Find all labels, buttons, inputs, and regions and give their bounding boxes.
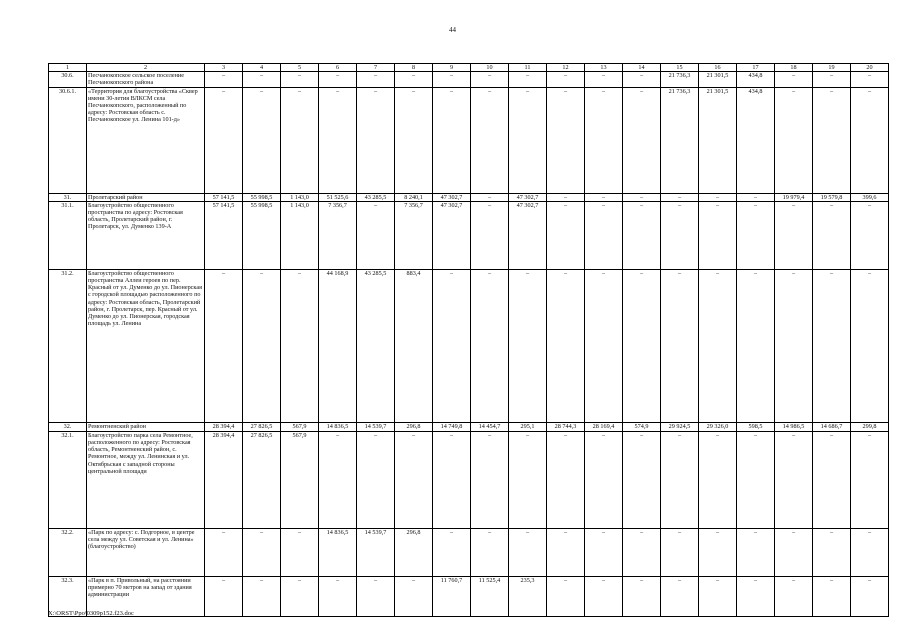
amount-cell: – xyxy=(357,201,395,269)
amount-cell: 28 744,3 xyxy=(547,422,585,431)
amount-cell: – xyxy=(319,87,357,193)
amount-cell: – xyxy=(243,72,281,87)
amount-cell: – xyxy=(547,72,585,87)
amount-cell: 47 302,7 xyxy=(433,201,471,269)
amount-cell: – xyxy=(623,87,661,193)
column-number-cell: 1 xyxy=(49,64,87,72)
amount-cell: – xyxy=(775,576,813,616)
column-number-cell: 6 xyxy=(319,64,357,72)
amount-cell: – xyxy=(281,87,319,193)
amount-cell: – xyxy=(243,87,281,193)
amount-cell: – xyxy=(699,201,737,269)
amount-cell: – xyxy=(585,201,623,269)
amount-cell: – xyxy=(205,269,243,422)
amount-cell: 27 826,5 xyxy=(243,431,281,528)
row-description-cell: Песчанокопское сельское поселение Песчанокопского района xyxy=(87,72,205,87)
amount-cell: – xyxy=(547,87,585,193)
amount-cell: 19 979,4 xyxy=(775,193,813,201)
table-row xyxy=(49,72,889,87)
amount-cell: – xyxy=(547,431,585,528)
row-description-cell: Благоустройство парка села Ремонтное, расположенного по адресу: Ростовская область, Ремонтненский район, с. Ремонтное, между ул. Ленинская и ул. Октябрьская с западной стороны центральной площади xyxy=(87,431,205,528)
amount-cell: 57 141,5 xyxy=(205,193,243,201)
row-number-cell: 32. xyxy=(49,422,87,431)
amount-cell: – xyxy=(737,528,775,576)
amount-cell: – xyxy=(623,201,661,269)
amount-cell: – xyxy=(471,72,509,87)
amount-cell: 567,9 xyxy=(281,431,319,528)
amount-cell: – xyxy=(471,269,509,422)
amount-cell: – xyxy=(661,431,699,528)
amount-cell: – xyxy=(585,72,623,87)
row-number-cell: 30.6.1. xyxy=(49,87,87,193)
amount-cell: 14 836,5 xyxy=(319,528,357,576)
table-row xyxy=(49,528,889,576)
row-description-cell: Благоустройство общественного пространства по адресу: Ростовская область, Пролетарский район, г. Пролетарск, ул. Думенко 139-А xyxy=(87,201,205,269)
amount-cell: 28 169,4 xyxy=(585,422,623,431)
row-description-cell: Благоустройство общественного пространства Аллеи героев по пер. Красный от ул. Думенко до ул. Пионерская с городской площадью расположенного по адресу: Ростовская область, Пролетарский район, г. Пролетарск, пер. Красный от ул. Думенко до ул. Пионерская, городская площадь ул. Ленина xyxy=(87,269,205,422)
column-number-cell: 11 xyxy=(509,64,547,72)
amount-cell: – xyxy=(737,269,775,422)
amount-cell: – xyxy=(585,269,623,422)
amount-cell: – xyxy=(395,431,433,528)
amount-cell: – xyxy=(623,576,661,616)
amount-cell: 21 736,3 xyxy=(661,72,699,87)
amount-cell: – xyxy=(623,193,661,201)
amount-cell: 883,4 xyxy=(395,269,433,422)
amount-cell: – xyxy=(205,528,243,576)
row-description-cell: «Парк в п. Привольный, на расстоянии примерно 70 метров на запад от здания администрации xyxy=(87,576,205,616)
amount-cell: – xyxy=(509,431,547,528)
amount-cell: 14 836,5 xyxy=(319,422,357,431)
column-number-cell: 3 xyxy=(205,64,243,72)
amount-cell: – xyxy=(623,431,661,528)
amount-cell: 29 924,5 xyxy=(661,422,699,431)
amount-cell: – xyxy=(699,576,737,616)
amount-cell: – xyxy=(737,193,775,201)
column-number-cell: 17 xyxy=(737,64,775,72)
amount-cell: – xyxy=(281,576,319,616)
amount-cell: 21 736,3 xyxy=(661,87,699,193)
amount-cell: 29 326,0 xyxy=(699,422,737,431)
amount-cell: – xyxy=(851,431,889,528)
table-header-row xyxy=(49,64,889,72)
amount-cell: – xyxy=(585,431,623,528)
column-number-cell: 2 xyxy=(87,64,205,72)
row-number-cell: 32.3. xyxy=(49,576,87,616)
footer-file-path: X:\ORST\Ppo\0309p152.f23.doc xyxy=(48,610,134,617)
amount-cell: – xyxy=(395,72,433,87)
amount-cell: 14 539,7 xyxy=(357,528,395,576)
amount-cell: – xyxy=(357,87,395,193)
amount-cell: 1 143,0 xyxy=(281,201,319,269)
amount-cell: – xyxy=(471,431,509,528)
amount-cell: – xyxy=(775,201,813,269)
amount-cell: – xyxy=(281,269,319,422)
table-row xyxy=(49,431,889,528)
amount-cell: – xyxy=(851,72,889,87)
row-number-cell: 31.1. xyxy=(49,201,87,269)
table-row xyxy=(49,87,889,193)
amount-cell: – xyxy=(851,576,889,616)
amount-cell: 14 749,8 xyxy=(433,422,471,431)
amount-cell: – xyxy=(433,528,471,576)
amount-cell: – xyxy=(471,193,509,201)
amount-cell: 11 760,7 xyxy=(433,576,471,616)
amount-cell: – xyxy=(699,269,737,422)
amount-cell: – xyxy=(585,87,623,193)
amount-cell: 399,6 xyxy=(851,193,889,201)
amount-cell: – xyxy=(281,72,319,87)
amount-cell: – xyxy=(433,87,471,193)
amount-cell: – xyxy=(585,193,623,201)
column-number-cell: 8 xyxy=(395,64,433,72)
amount-cell: 19 579,8 xyxy=(813,193,851,201)
amount-cell: 43 285,5 xyxy=(357,269,395,422)
column-number-cell: 20 xyxy=(851,64,889,72)
amount-cell: 567,9 xyxy=(281,422,319,431)
amount-cell: 434,8 xyxy=(737,87,775,193)
amount-cell: – xyxy=(737,201,775,269)
amount-cell: – xyxy=(319,72,357,87)
amount-cell: – xyxy=(813,72,851,87)
amount-cell: – xyxy=(699,193,737,201)
amount-cell: – xyxy=(357,72,395,87)
amount-cell: 27 826,5 xyxy=(243,422,281,431)
amount-cell: – xyxy=(775,528,813,576)
table-row xyxy=(49,201,889,269)
amount-cell: 28 394,4 xyxy=(205,422,243,431)
amount-cell: – xyxy=(775,269,813,422)
page-number: 44 xyxy=(449,26,456,34)
amount-cell: – xyxy=(851,269,889,422)
amount-cell: – xyxy=(509,269,547,422)
amount-cell: 14 986,5 xyxy=(775,422,813,431)
amount-cell: – xyxy=(813,269,851,422)
amount-cell: 574,9 xyxy=(623,422,661,431)
amount-cell: – xyxy=(395,576,433,616)
amount-cell: – xyxy=(509,87,547,193)
amount-cell: – xyxy=(281,528,319,576)
amount-cell: – xyxy=(547,576,585,616)
amount-cell: 8 240,1 xyxy=(395,193,433,201)
amount-cell: 57 141,5 xyxy=(205,201,243,269)
amount-cell: – xyxy=(585,528,623,576)
row-number-cell: 30.6. xyxy=(49,72,87,87)
amount-cell: – xyxy=(623,269,661,422)
row-number-cell: 32.1. xyxy=(49,431,87,528)
amount-cell: – xyxy=(471,201,509,269)
row-description-cell: Пролетарский район xyxy=(87,193,205,201)
amount-cell: 14 539,7 xyxy=(357,422,395,431)
amount-cell: – xyxy=(851,87,889,193)
amount-cell: – xyxy=(661,576,699,616)
amount-cell: 14 686,7 xyxy=(813,422,851,431)
amount-cell: – xyxy=(433,269,471,422)
row-description-cell: «Территория для благоустройства «Сквер имени 30-летия ВЛКСМ села Песчанокопского, расположенный по адресу: Ростовская область с. Песчанокопское ул. Ленина 101-д» xyxy=(87,87,205,193)
table-row xyxy=(49,269,889,422)
amount-cell: – xyxy=(661,193,699,201)
amount-cell: – xyxy=(813,528,851,576)
amount-cell: – xyxy=(547,269,585,422)
amount-cell: 295,1 xyxy=(509,422,547,431)
amount-cell: – xyxy=(205,576,243,616)
table-row xyxy=(49,193,889,201)
amount-cell: – xyxy=(547,201,585,269)
amount-cell: – xyxy=(813,87,851,193)
amount-cell: – xyxy=(243,269,281,422)
amount-cell: 598,5 xyxy=(737,422,775,431)
amount-cell: – xyxy=(585,576,623,616)
row-description-cell: Ремонтненский район xyxy=(87,422,205,431)
amount-cell: – xyxy=(433,431,471,528)
amount-cell: – xyxy=(813,431,851,528)
amount-cell: – xyxy=(205,72,243,87)
column-number-cell: 18 xyxy=(775,64,813,72)
column-number-cell: 7 xyxy=(357,64,395,72)
amount-cell: – xyxy=(661,269,699,422)
table-row xyxy=(49,576,889,616)
amount-cell: 296,8 xyxy=(395,422,433,431)
amount-cell: – xyxy=(661,528,699,576)
amount-cell: – xyxy=(623,528,661,576)
amount-cell: 434,8 xyxy=(737,72,775,87)
row-number-cell: 31. xyxy=(49,193,87,201)
funding-table xyxy=(48,63,889,617)
amount-cell: – xyxy=(205,87,243,193)
row-number-cell: 32.2. xyxy=(49,528,87,576)
amount-cell: 235,3 xyxy=(509,576,547,616)
amount-cell: – xyxy=(547,193,585,201)
table-row xyxy=(49,422,889,431)
amount-cell: – xyxy=(851,528,889,576)
column-number-cell: 15 xyxy=(661,64,699,72)
amount-cell: – xyxy=(813,201,851,269)
column-number-cell: 16 xyxy=(699,64,737,72)
amount-cell: 43 285,5 xyxy=(357,193,395,201)
amount-cell: 299,8 xyxy=(851,422,889,431)
amount-cell: 47 302,7 xyxy=(509,201,547,269)
amount-cell: 47 302,7 xyxy=(433,193,471,201)
amount-cell: – xyxy=(509,528,547,576)
amount-cell: – xyxy=(547,528,585,576)
amount-cell: – xyxy=(471,528,509,576)
amount-cell: 11 525,4 xyxy=(471,576,509,616)
amount-cell: 296,8 xyxy=(395,528,433,576)
column-number-cell: 13 xyxy=(585,64,623,72)
amount-cell: – xyxy=(813,576,851,616)
column-number-cell: 4 xyxy=(243,64,281,72)
amount-cell: – xyxy=(509,72,547,87)
amount-cell: – xyxy=(737,431,775,528)
amount-cell: 28 394,4 xyxy=(205,431,243,528)
amount-cell: – xyxy=(699,431,737,528)
amount-cell: – xyxy=(319,431,357,528)
amount-cell: – xyxy=(243,576,281,616)
amount-cell: – xyxy=(243,528,281,576)
amount-cell: 14 454,7 xyxy=(471,422,509,431)
amount-cell: – xyxy=(395,87,433,193)
amount-cell: – xyxy=(357,431,395,528)
amount-cell: – xyxy=(851,201,889,269)
amount-cell: 55 998,5 xyxy=(243,193,281,201)
amount-cell: 47 302,7 xyxy=(509,193,547,201)
amount-cell: – xyxy=(699,528,737,576)
column-number-cell: 12 xyxy=(547,64,585,72)
amount-cell: 7 356,7 xyxy=(319,201,357,269)
amount-cell: – xyxy=(471,87,509,193)
amount-cell: 1 143,0 xyxy=(281,193,319,201)
amount-cell: – xyxy=(623,72,661,87)
row-description-cell: «Парк по адресу: с. Подгорное, в центре села между ул. Советская и ул. Ленина» (благоустройство) xyxy=(87,528,205,576)
amount-cell: – xyxy=(737,576,775,616)
amount-cell: 21 301,5 xyxy=(699,87,737,193)
column-number-cell: 5 xyxy=(281,64,319,72)
column-number-cell: 9 xyxy=(433,64,471,72)
amount-cell: 55 998,5 xyxy=(243,201,281,269)
amount-cell: 44 168,9 xyxy=(319,269,357,422)
row-number-cell: 31.2. xyxy=(49,269,87,422)
column-number-cell: 10 xyxy=(471,64,509,72)
amount-cell: – xyxy=(433,72,471,87)
amount-cell: 7 356,7 xyxy=(395,201,433,269)
amount-cell: – xyxy=(775,87,813,193)
amount-cell: – xyxy=(775,72,813,87)
amount-cell: – xyxy=(661,201,699,269)
amount-cell: 21 301,5 xyxy=(699,72,737,87)
column-number-cell: 14 xyxy=(623,64,661,72)
amount-cell: 51 525,6 xyxy=(319,193,357,201)
column-number-cell: 19 xyxy=(813,64,851,72)
amount-cell: – xyxy=(775,431,813,528)
amount-cell: – xyxy=(357,576,395,616)
amount-cell: – xyxy=(319,576,357,616)
